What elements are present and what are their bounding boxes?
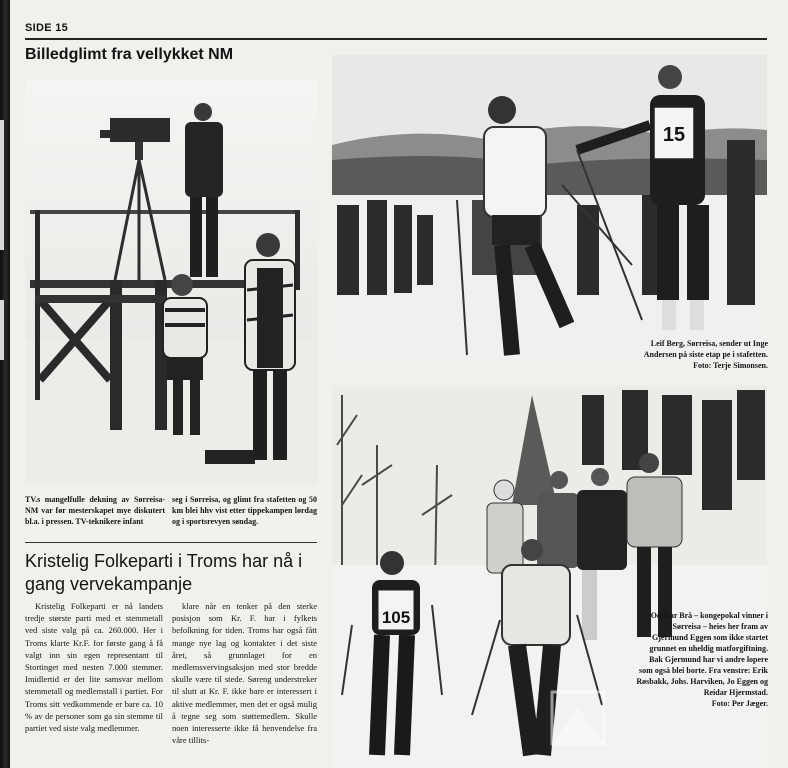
race-caption-text: Oddvar Brå – kongepokal vinner i Sørreisa – heies her fram av Gjermund Eggen som ikke startet grunnet en uheldig matforgiftning. Bak Gjermund har vi andre lopere som også blei borte. Fra venstre: Erik Røsbakk, Johs. Harviken, Jo Eggen og Reidar Hjermstad. [636,611,768,697]
tv-caption-left: TV.s mangelfulle dekning av Sørreisa-NM var før mesterskapet mye diskutert bl.a. i pressen. TV-teknikere infant [25,495,165,526]
archive-logo-watermark-icon [548,688,608,748]
page-edge [0,0,10,768]
page-headline: Billedglimt fra vellykket NM [25,46,234,63]
page-number: SIDE 15 [25,22,69,34]
top-rule [25,38,767,40]
article-title: Kristelig Folkeparti i Troms har nå i gang vervekampanje [25,551,303,594]
relay-bib: 15 [662,124,686,146]
article-column-1: Kristelig Folkeparti er nå landets tredje største parti med et stemmetall ved siste valg på ca. 260.000. Her i Troms klarte Kr.F. for første gang å få valgt inn sin egen representant til Stortinget med nesten 7.000 stemmer. Imidlertid er det lite samsvar mellom stemmetall og medlemstall i partiet. For Troms sitt vedkommende er bare ca. 10 % av de personer som ga sin stemme til partiet ved siste valg medlemmer. [25,601,163,734]
edge-tab [0,300,4,360]
article-rule [25,542,317,543]
photo-relay [332,55,767,365]
relay-caption-text: Leif Berg, Sørreisa, sender ut Inge Andersen på siste etap pe i stafetten. [643,339,768,359]
relay-photo-credit: Foto: Terje Simonsen. [693,361,768,370]
article-column-2: klare når en tenker på den sterke posisjon som Kr. F. har i fylkets befolkning for tiden. Troms har også fått mange nye lag og kontakter i det siste året, så grunnlaget for en medlemsvervingsaksjon med stor bredde skulle være til stede. Søreng understreker til slutt at Kr. F. ikke bare er interessert i aktive medlemmer, men det er også mulig å tegne seg som støttemedlem. Skulle noen interesserte ikke få henvendelse fra våre tillits- [172,601,317,746]
race-caption [636,610,768,709]
tv-caption-right: seg i Sørreisa, og glimt fra stafetten og 50 km blei hhv vist etter tippekampen lørdag og i sportsrevyen søndag. [172,495,317,526]
race-photo-credit: Foto: Per Jæger. [711,699,768,708]
edge-tab [0,120,4,250]
photo-tv-crew [25,80,318,485]
race-bib: 105 [381,608,411,627]
relay-caption [628,338,768,371]
